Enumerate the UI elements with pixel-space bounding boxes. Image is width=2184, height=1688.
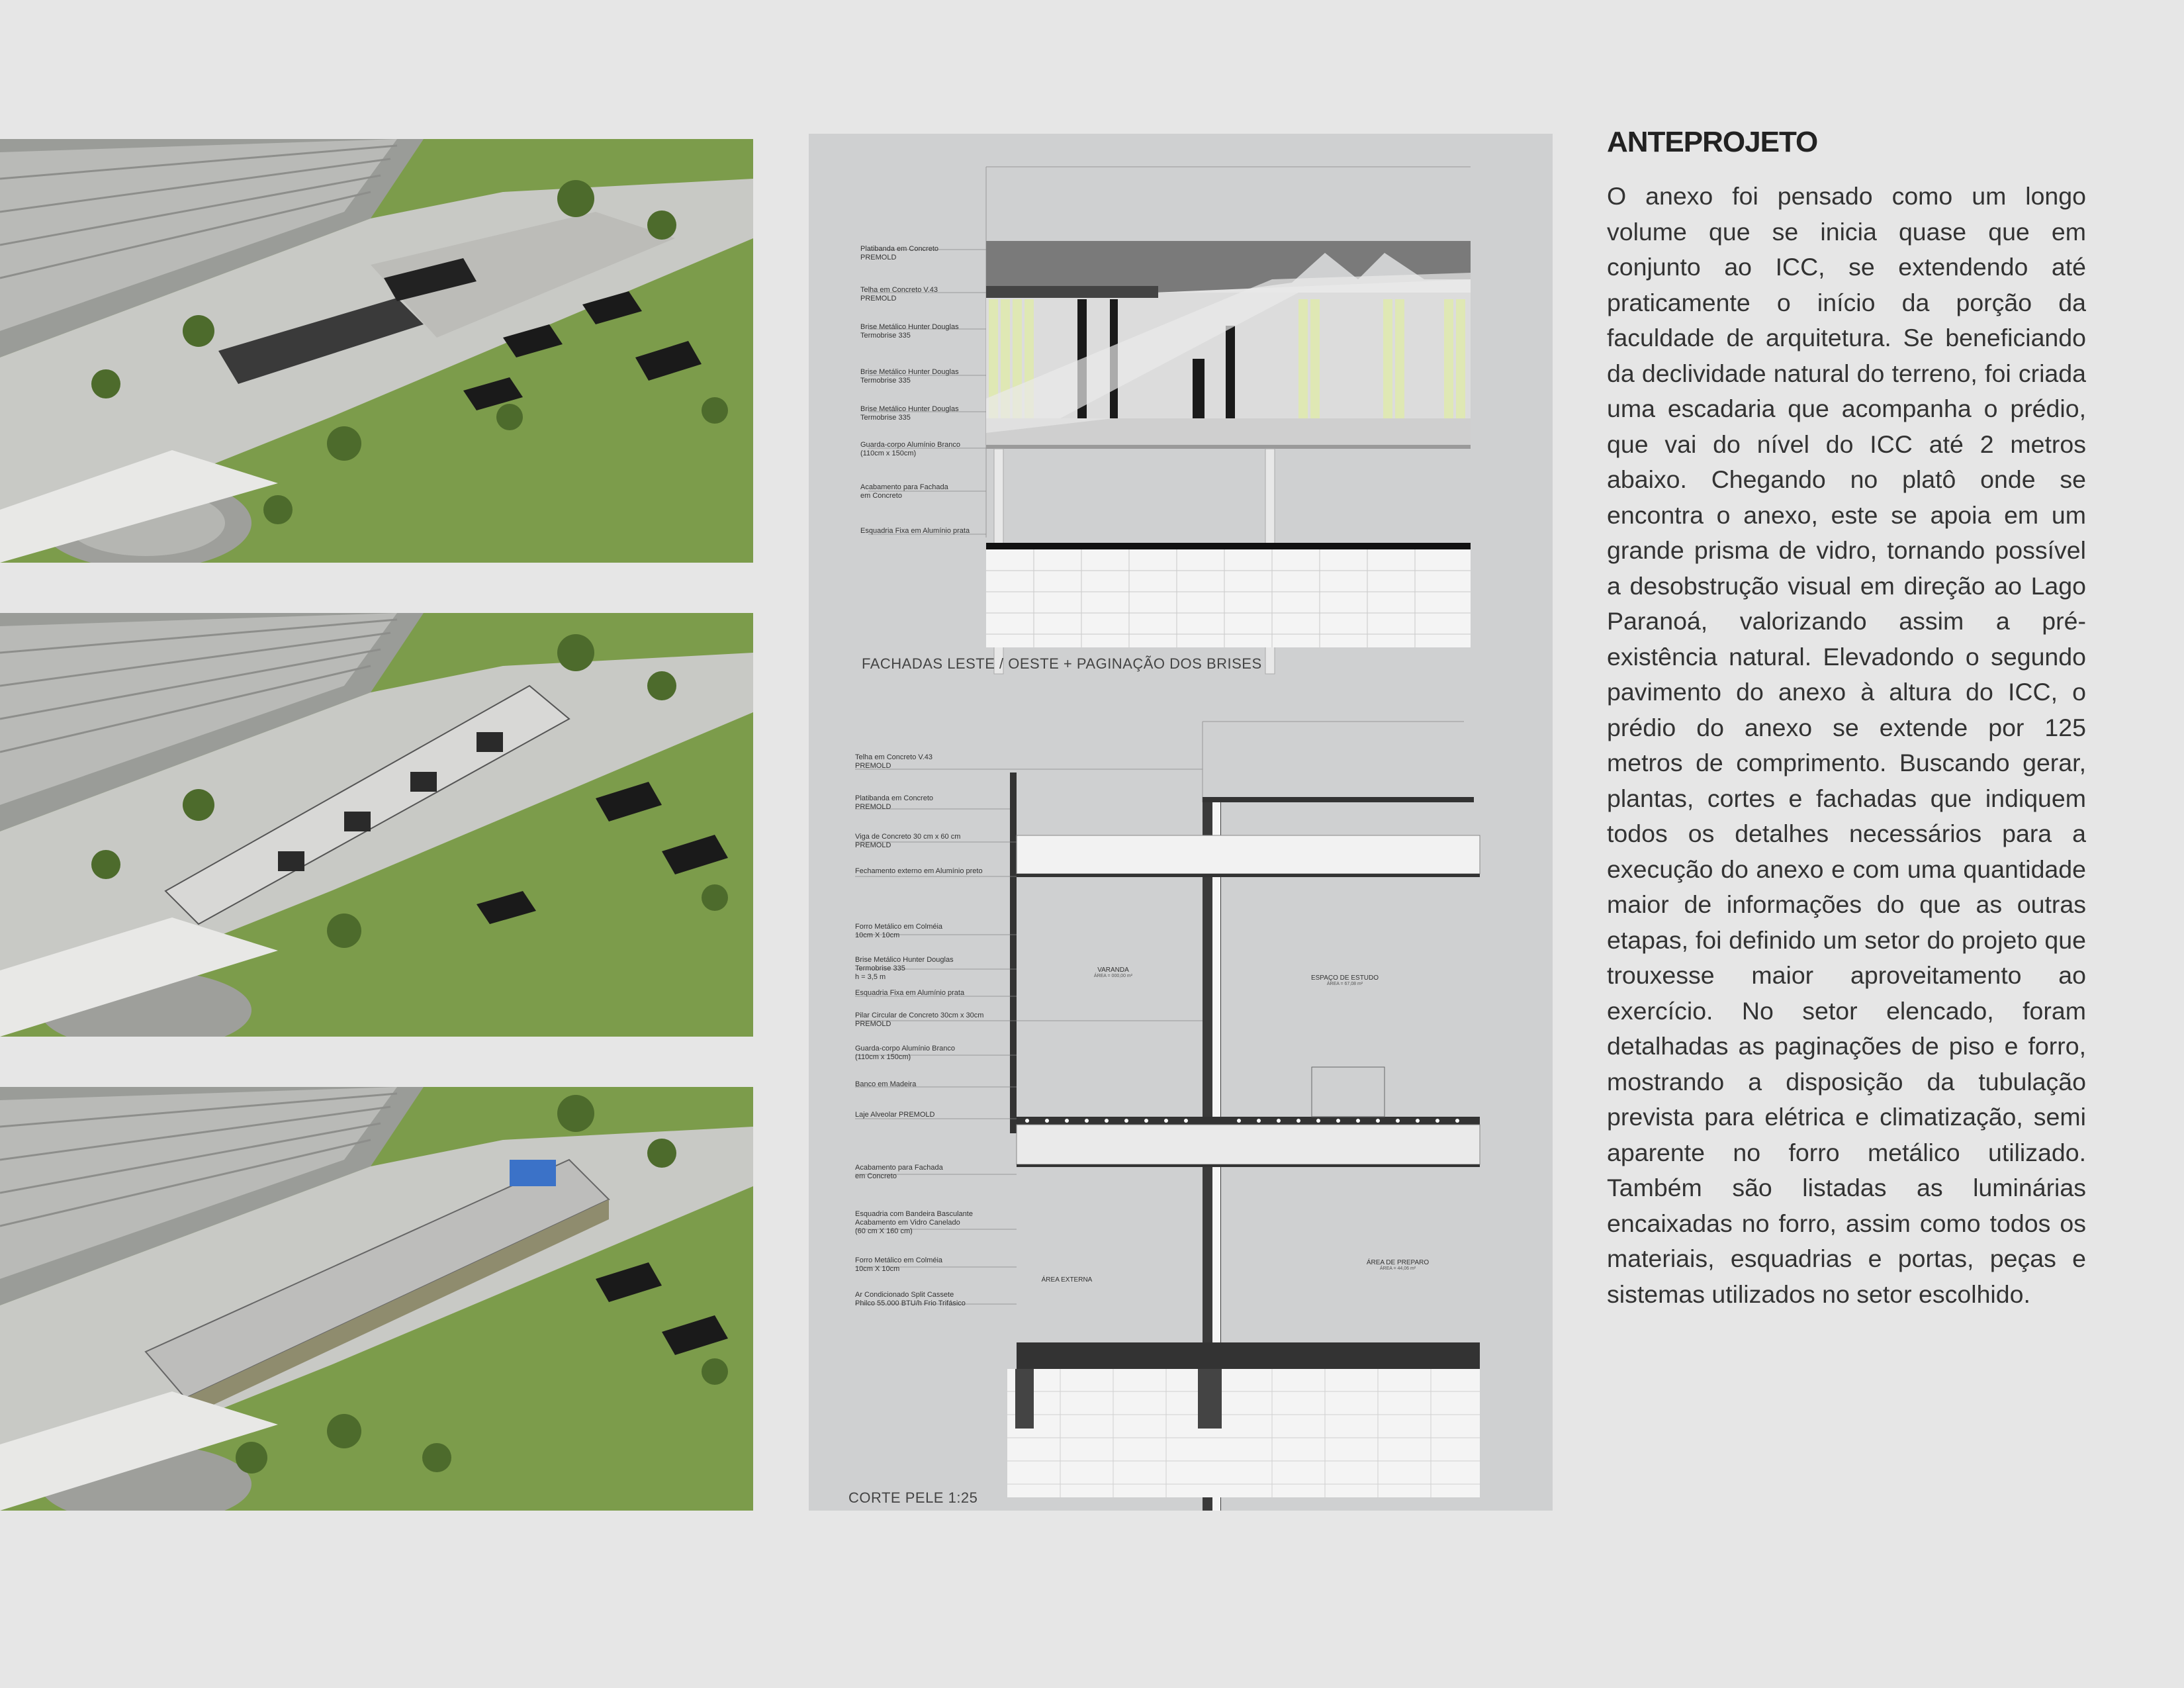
room-label-area-externa: ÁREA EXTERNA [1041, 1276, 1093, 1284]
section-label: Forro Metálico em Colméia 10cm X 10cm [855, 1256, 943, 1273]
aerial-render-2 [0, 613, 753, 1037]
aerial-render-3 [0, 1087, 753, 1511]
facade-label: Brise Metálico Hunter Douglas Termobrise 335 [860, 368, 959, 385]
section-caption: CORTE PELE 1:25 [848, 1489, 978, 1506]
facade-label: Brise Metálico Hunter Douglas Termobrise 335 [860, 405, 959, 422]
facade-label: Brise Metálico Hunter Douglas Termobrise 335 [860, 323, 959, 340]
page-title: ANTEPROJETO [1607, 126, 1818, 158]
drawing-sheet [809, 134, 1553, 1511]
section-label: Banco em Madeira [855, 1080, 917, 1088]
section-label: Esquadria Fixa em Alumínio prata [855, 989, 965, 997]
facade-label: Esquadria Fixa em Alumínio prata [860, 527, 970, 535]
section-label: Guarda-corpo Alumínio Branco (110cm x 150cm) [855, 1045, 956, 1061]
room-label-varanda: VARANDA ÁREA = 000,00 m² [1093, 966, 1133, 978]
section-label: Forro Metálico em Colméia 10cm X 10cm [855, 923, 943, 939]
facade-label: Telha em Concreto V.43 PREMOLD [860, 286, 938, 303]
section-label: Platibanda em Concreto PREMOLD [855, 794, 934, 811]
section-label: Acabamento para Fachada em Concreto [855, 1164, 943, 1180]
aerial-view-3 [0, 1087, 753, 1511]
facade-caption: FACHADAS LESTE / OESTE + PAGINAÇÃO DOS BRISES [862, 655, 1262, 672]
section-label: Laje Alveolar PREMOLD [855, 1111, 935, 1119]
facade-label: Guarda-corpo Alumínio Branco (110cm x 150cm) [860, 441, 961, 457]
room-label-espaco-estudo: ESPAÇO DE ESTUDO ÁREA = 67,08 m² [1310, 974, 1379, 986]
section-label: Telha em Concreto V.43 PREMOLD [855, 753, 933, 770]
section-label: Pilar Circular de Concreto 30cm x 30cm PREMOLD [855, 1011, 984, 1028]
section-label: Fechamento externo em Alumínio preto [855, 867, 983, 875]
section-label: Viga de Concreto 30 cm x 60 cm PREMOLD [855, 833, 961, 849]
section-label: Brise Metálico Hunter Douglas Termobrise 335 h = 3,5 m [855, 956, 954, 981]
facade-label: Acabamento para Fachada em Concreto [860, 483, 948, 500]
aerial-view-2 [0, 613, 753, 1037]
aerial-view-1 [0, 139, 753, 563]
section-label: Ar Condicionado Split Cassete Philco 55.000 BTU/h Frio Trifásico [855, 1291, 966, 1307]
facade-label: Platibanda em Concreto PREMOLD [860, 245, 939, 261]
room-label-area-preparo: ÁREA DE PREPARO ÁREA = 44,06 m² [1366, 1259, 1430, 1271]
description-paragraph: O anexo foi pensado como um longo volume que se inicia quase que em conjunto ao ICC, se extendendo até praticamente o início da porção da faculdade de arquitetura. Se beneficiando da declividade natural do terreno, foi criada uma escadaria que acompanha o prédio, que vai do nível do ICC até 2 metros abaixo. Chegando no platô onde se encontra o anexo, este se apoia em um grande prisma de vidro, tornando possível a desobstrução visual em direção ao Lago Paranoá, valorizando assim a pré-existência natural. Elevadondo o segundo pavimento do anexo à altura do ICC, o prédio do anexo se extende por 125 metros de comprimento. Buscando gerar, plantas, cortes e fachadas que indiquem todos os detalhes necessários para a execução do anexo e com uma quantidade maior de informações do que as outras etapas, foi definido um setor do projeto que trouxesse maior aproveitamento ao exercício. No setor elencado, foram detalhadas as paginações de piso e forro, mostrando a disposição da tubulação prevista para elétrica e climatização, semi aparente no forro metálico utilizado. Também são listadas as luminárias encaixadas no forro, assim como todos os materiais, esquadrias e portas, peças e sistemas utilizados no setor escolhido. [1607, 182, 2086, 1308]
section-label: Esquadria com Bandeira Basculante Acabamento em Vidro Canelado (60 cm X 160 cm) [855, 1210, 973, 1235]
aerial-render-1 [0, 139, 753, 563]
description-column [1607, 126, 2086, 1312]
